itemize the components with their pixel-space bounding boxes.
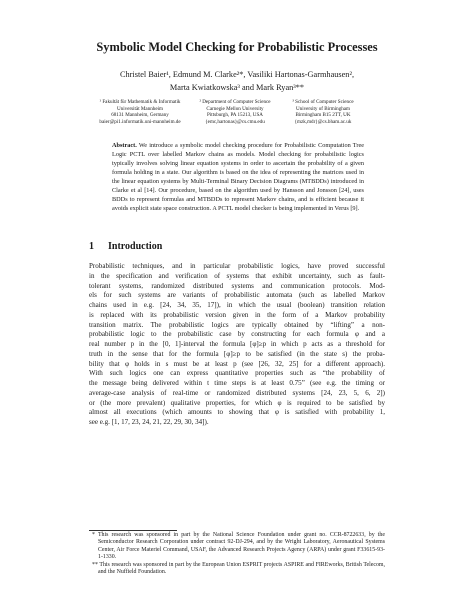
body-line: real number p in the [0, 1]-interval the formula [φ]≥p in which p acts as a threshold for: [89, 340, 385, 348]
body-line: almost all executions (which amounts to showing that φ is satisfied with probability 1,: [89, 408, 385, 417]
body-line: average-case analysis of real-time or randomized distributed systems [24, 23, 5, 6, 2]): [89, 388, 385, 397]
body-line: see e.g. [1, 17, 23, 24, 21, 22, 29, 30, 34]).: [89, 418, 209, 426]
body-line: bility that φ holds in s must be at least p (see [26, 32, 25] for a different approach).: [89, 359, 385, 368]
body-line: With such logics one can express quantitative properties such as “the probability of: [89, 369, 385, 378]
paper-title: Symbolic Model Checking for Probabilistic Processes: [96, 40, 378, 54]
affiliation-cmu: ² Department of Computer Science Carnegie Mellon University Pittsburgh, PA 15213, USA {emc,hartonas}@cs.cmu.edu: [199, 99, 271, 125]
body-line: Probabilistic techniques, and in particular probabilistic logics, have proved successful: [89, 262, 385, 270]
footnotes: [89, 532, 385, 576]
section-title: Introduction: [108, 241, 163, 252]
body-line: transition matrix. The probabilistic logics are typically obtained by “lifting” a non-: [89, 320, 385, 329]
section-number: 1: [89, 241, 94, 252]
section-heading: [89, 241, 162, 252]
body-line: in the specification and verification of systems that exhibit uncertainty, such as fault-: [89, 271, 385, 280]
body-line: is replaced with its probabilistic version given in the form of a Markov probability: [89, 310, 385, 319]
abstract: [112, 142, 364, 214]
body-line: els for such systems are variants of probabilistic automata (such as labelled Markov: [89, 291, 385, 300]
body-line: the message being delivered within t time steps is at least 0.75” (see e.g. the timing or: [89, 379, 385, 387]
abstract-text: We introduce a symbolic model checking procedure for Probabilistic Computation Tree Logic PCTL over labelled Markov chains as models. Model checking for probabilistic logics typically involves solving linear equation systems in order to ascertain the probability of a given formula holding in a state. Our algorithm is based on the idea of representing the matrices used in the linear equation systems by Multi-Terminal Binary Decision Diagrams (MTBDDs) introduced in Clarke et al [14]. Our procedure, based on the algorithm used by Hansson and Jonsson [24], uses BDDs to represent formulas and MTBDDs to represent Markov chains, and is efficient because it avoids explicit state space construction. A PCTL model checker is being implemented in Verus [9].: [112, 142, 365, 212]
body-line: probabilistic logic to the probabilistic case by constructing for each formula φ and a: [89, 330, 385, 339]
affiliation-birmingham: ³ School of Computer Science University of Birmingham Birmingham B15 2TT, UK {mzk,mdr}@cs.bham.ac.uk: [292, 99, 354, 125]
body-line: truth in the sense that for the formula [φ]≥p to be satisfied (in the state s) the proba-: [89, 349, 385, 358]
body-line: tolerant systems, randomized distributed systems and communication protocols. Mod-: [89, 281, 385, 290]
authors-line-2: Marta Kwiatkowska³ and Mark Ryan³**: [169, 82, 305, 92]
footnote-1: * This research was sponsored in part by the National Science Foundation under grant no. CCR-8722633, by the Semiconductor Research Corporation under contract 92-DJ-294, and by the Wright Laboratory, Aeronautical Systems Center, Air Force Materiel Command, USAF, the Advanced Research Projects Agency (ARPA) under grant F33615-93-1-1330.: [92, 532, 385, 561]
footnote-divider: [89, 530, 177, 531]
abstract-label: Abstract.: [112, 142, 137, 149]
body-line: or (the more prevalent) qualitative properties, for which φ is required to be satisfied by: [89, 398, 385, 407]
authors-line-1: Christel Baier¹, Edmund M. Clarke²*, Vasiliki Hartonas-Garmhausen²,: [119, 70, 355, 79]
body-line: chains used in e.g. [24, 34, 35, 17]), in which the usual (boolean) transition relation: [89, 301, 385, 309]
footnote-2: ** This research was sponsored in part by the European Union ESPRIT projects ASPIRE and FIREworks, British Telecom, and the Nuffield Foundation.: [92, 561, 385, 576]
introduction-body: [89, 262, 385, 428]
affiliation-mannheim: ¹ Fakultät für Mathematik & Informatik Universität Mannheim 68131 Mannheim, Germany baier@pi1.informatik.uni-mannheim.de: [99, 99, 181, 125]
author-list: [70, 69, 404, 94]
